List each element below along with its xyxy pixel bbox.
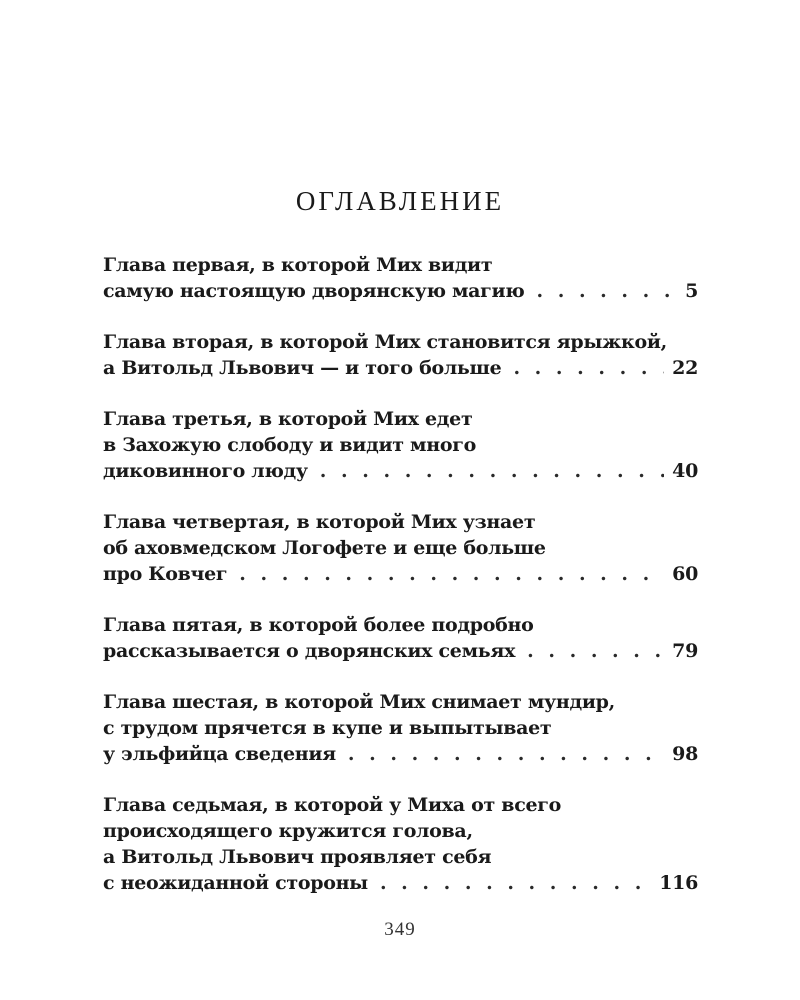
toc-page-number: 5: [685, 280, 698, 302]
toc-entry-5[interactable]: [103, 612, 698, 664]
dot-leader: [527, 638, 664, 664]
toc-page-number: 22: [672, 357, 698, 379]
toc-entry-last-line: [103, 741, 698, 767]
toc-entry-title-line: а Витольд Львович — и того больше: [103, 357, 502, 379]
toc-entry-last-line: [103, 638, 698, 664]
toc-entry-title-line: об аховмедском Логофете и еще больше: [103, 537, 546, 559]
toc-entry-title-line: Глава вторая, в которой Мих становится ярыжкой,: [103, 331, 667, 353]
toc-page-number: 40: [672, 460, 698, 482]
dot-leader: [348, 741, 664, 767]
toc-entry-last-line: [103, 870, 698, 896]
toc-entry-title-line: Глава третья, в которой Мих едет: [103, 408, 473, 430]
toc-entry-last-line: [103, 561, 698, 587]
toc-entry-2[interactable]: [103, 329, 698, 381]
toc-entry-title-line: Глава четвертая, в которой Мих узнает: [103, 511, 536, 533]
page-title: ОГЛАВЛЕНИЕ: [295, 186, 505, 216]
toc-entry-last-line: [103, 278, 698, 304]
toc-entry-title-line: рассказывается о дворянских семьях: [103, 640, 516, 662]
toc-entry-title-line: Глава пятая, в которой более подробно: [103, 614, 534, 636]
toc-entry-last-line: [103, 355, 698, 381]
toc-entry-title-line: с неожиданной стороны: [103, 872, 368, 894]
toc-entry-title-line: диковинного люду: [103, 460, 308, 482]
dot-leader: [380, 870, 651, 896]
toc-entry-title-line: в Захожую слободу и видит много: [103, 434, 476, 456]
toc-entry-title-line: про Ковчег: [103, 563, 228, 585]
toc-entry-7[interactable]: [103, 792, 698, 896]
toc-entry-title-line: самую настоящую дворянскую магию: [103, 280, 525, 302]
toc-entry-title-line: а Витольд Львович проявляет себя: [103, 846, 492, 868]
dot-leader: [536, 278, 677, 304]
toc-entry-4[interactable]: [103, 509, 698, 587]
toc-entry-title-line: Глава первая, в которой Мих видит: [103, 254, 493, 276]
toc-entry-title-line: с трудом прячется в купе и выпытывает: [103, 717, 552, 739]
toc-entry-title-line: у эльфийца сведения: [103, 743, 336, 765]
toc-entry-title-line: Глава седьмая, в которой у Миха от всего: [103, 794, 561, 816]
toc-entry-6[interactable]: [103, 689, 698, 767]
dot-leader: [239, 561, 664, 587]
toc-entry-1[interactable]: [103, 252, 698, 304]
toc-page-number: 79: [672, 640, 698, 662]
toc-entry-last-line: [103, 458, 698, 484]
toc-entry-title-line: Глава шестая, в которой Мих снимает мундир,: [103, 691, 615, 713]
dot-leader: [320, 458, 664, 484]
toc-page-number: 60: [672, 563, 698, 585]
dot-leader: [513, 355, 664, 381]
toc-page-number: 98: [672, 743, 698, 765]
toc-entry-title-line: происходящего кружится голова,: [103, 820, 473, 842]
toc-entry-3[interactable]: [103, 406, 698, 484]
table-of-contents: [103, 252, 698, 921]
page-number-footer: 349: [384, 919, 416, 940]
toc-page-number: 116: [659, 872, 698, 894]
